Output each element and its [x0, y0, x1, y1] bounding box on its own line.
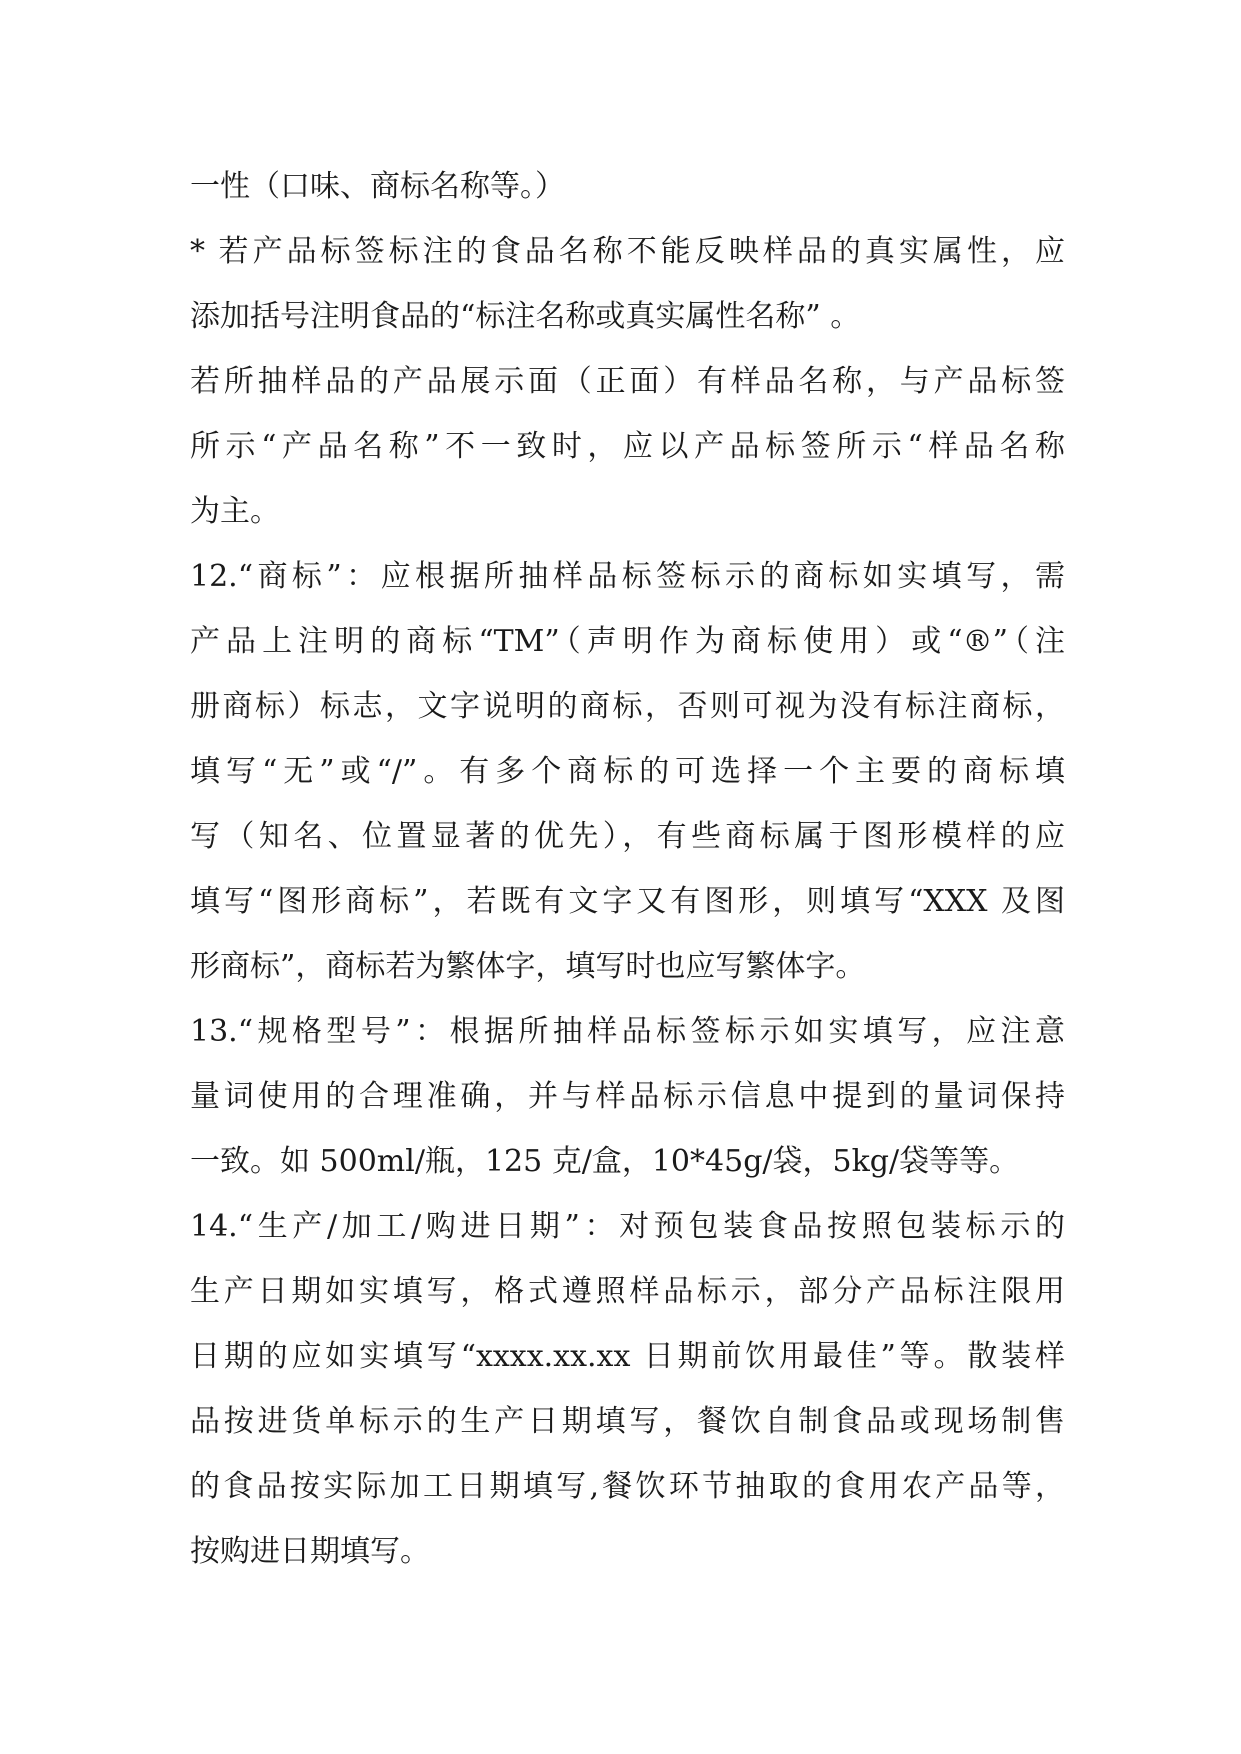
text-line: 按购进日期填写。	[190, 1534, 430, 1569]
text-line: 生产日期如实填写，格式遵照样品标示，部分产品标注限用	[190, 1274, 1065, 1309]
text-line: 日期的应如实填写“xxxx.xx.xx 日期前饮用最佳”等。散装样	[190, 1339, 1065, 1374]
text-line: 形商标”，商标若为繁体字，填写时也应写繁体字。	[190, 949, 866, 984]
text-line: 添加括号注明食品的“标注名称或真实属性名称” 。	[190, 299, 861, 334]
text-line: 一致。如 500ml/瓶，125 克/盒，10*45g/袋，5kg/袋等等。	[190, 1144, 1020, 1179]
text-line: 品按进货单标示的生产日期填写，餐饮自制食品或现场制售	[190, 1404, 1065, 1439]
text-line: 产品上注明的商标“TM”（声明作为商标使用）或“®”（注	[190, 624, 1065, 659]
text-line: 写（知名、位置显著的优先），有些商标属于图形模样的应	[190, 819, 1065, 854]
text-line: 14.“生产/加工/购进日期”：对预包装食品按照包装标示的	[190, 1209, 1065, 1244]
text-line: 填写“无”或“/”。有多个商标的可选择一个主要的商标填	[190, 754, 1065, 789]
text-line: 若所抽样品的产品展示面（正面）有样品名称，与产品标签	[190, 364, 1065, 399]
text-line: 为主。	[190, 494, 280, 529]
text-line: 一性（口味、商标名称等。）	[190, 169, 565, 204]
text-line: 填写“图形商标”，若既有文字又有图形，则填写“XXX 及图	[190, 884, 1065, 919]
text-line: 的食品按实际加工日期填写,餐饮环节抽取的食用农产品等，	[190, 1469, 1065, 1504]
text-line: 量词使用的合理准确，并与样品标示信息中提到的量词保持	[190, 1079, 1065, 1114]
text-line: 12.“商标”：应根据所抽样品标签标示的商标如实填写，需	[190, 559, 1065, 594]
text-line: * 若产品标签标注的食品名称不能反映样品的真实属性，应	[190, 234, 1065, 269]
text-line: 13.“规格型号”：根据所抽样品标签标示如实填写，应注意	[190, 1014, 1065, 1049]
text-line: 所示“产品名称”不一致时，应以产品标签所示“样品名称	[190, 429, 1065, 464]
body-text	[190, 154, 1065, 1584]
text-line: 册商标）标志，文字说明的商标，否则可视为没有标注商标，	[190, 689, 1065, 724]
